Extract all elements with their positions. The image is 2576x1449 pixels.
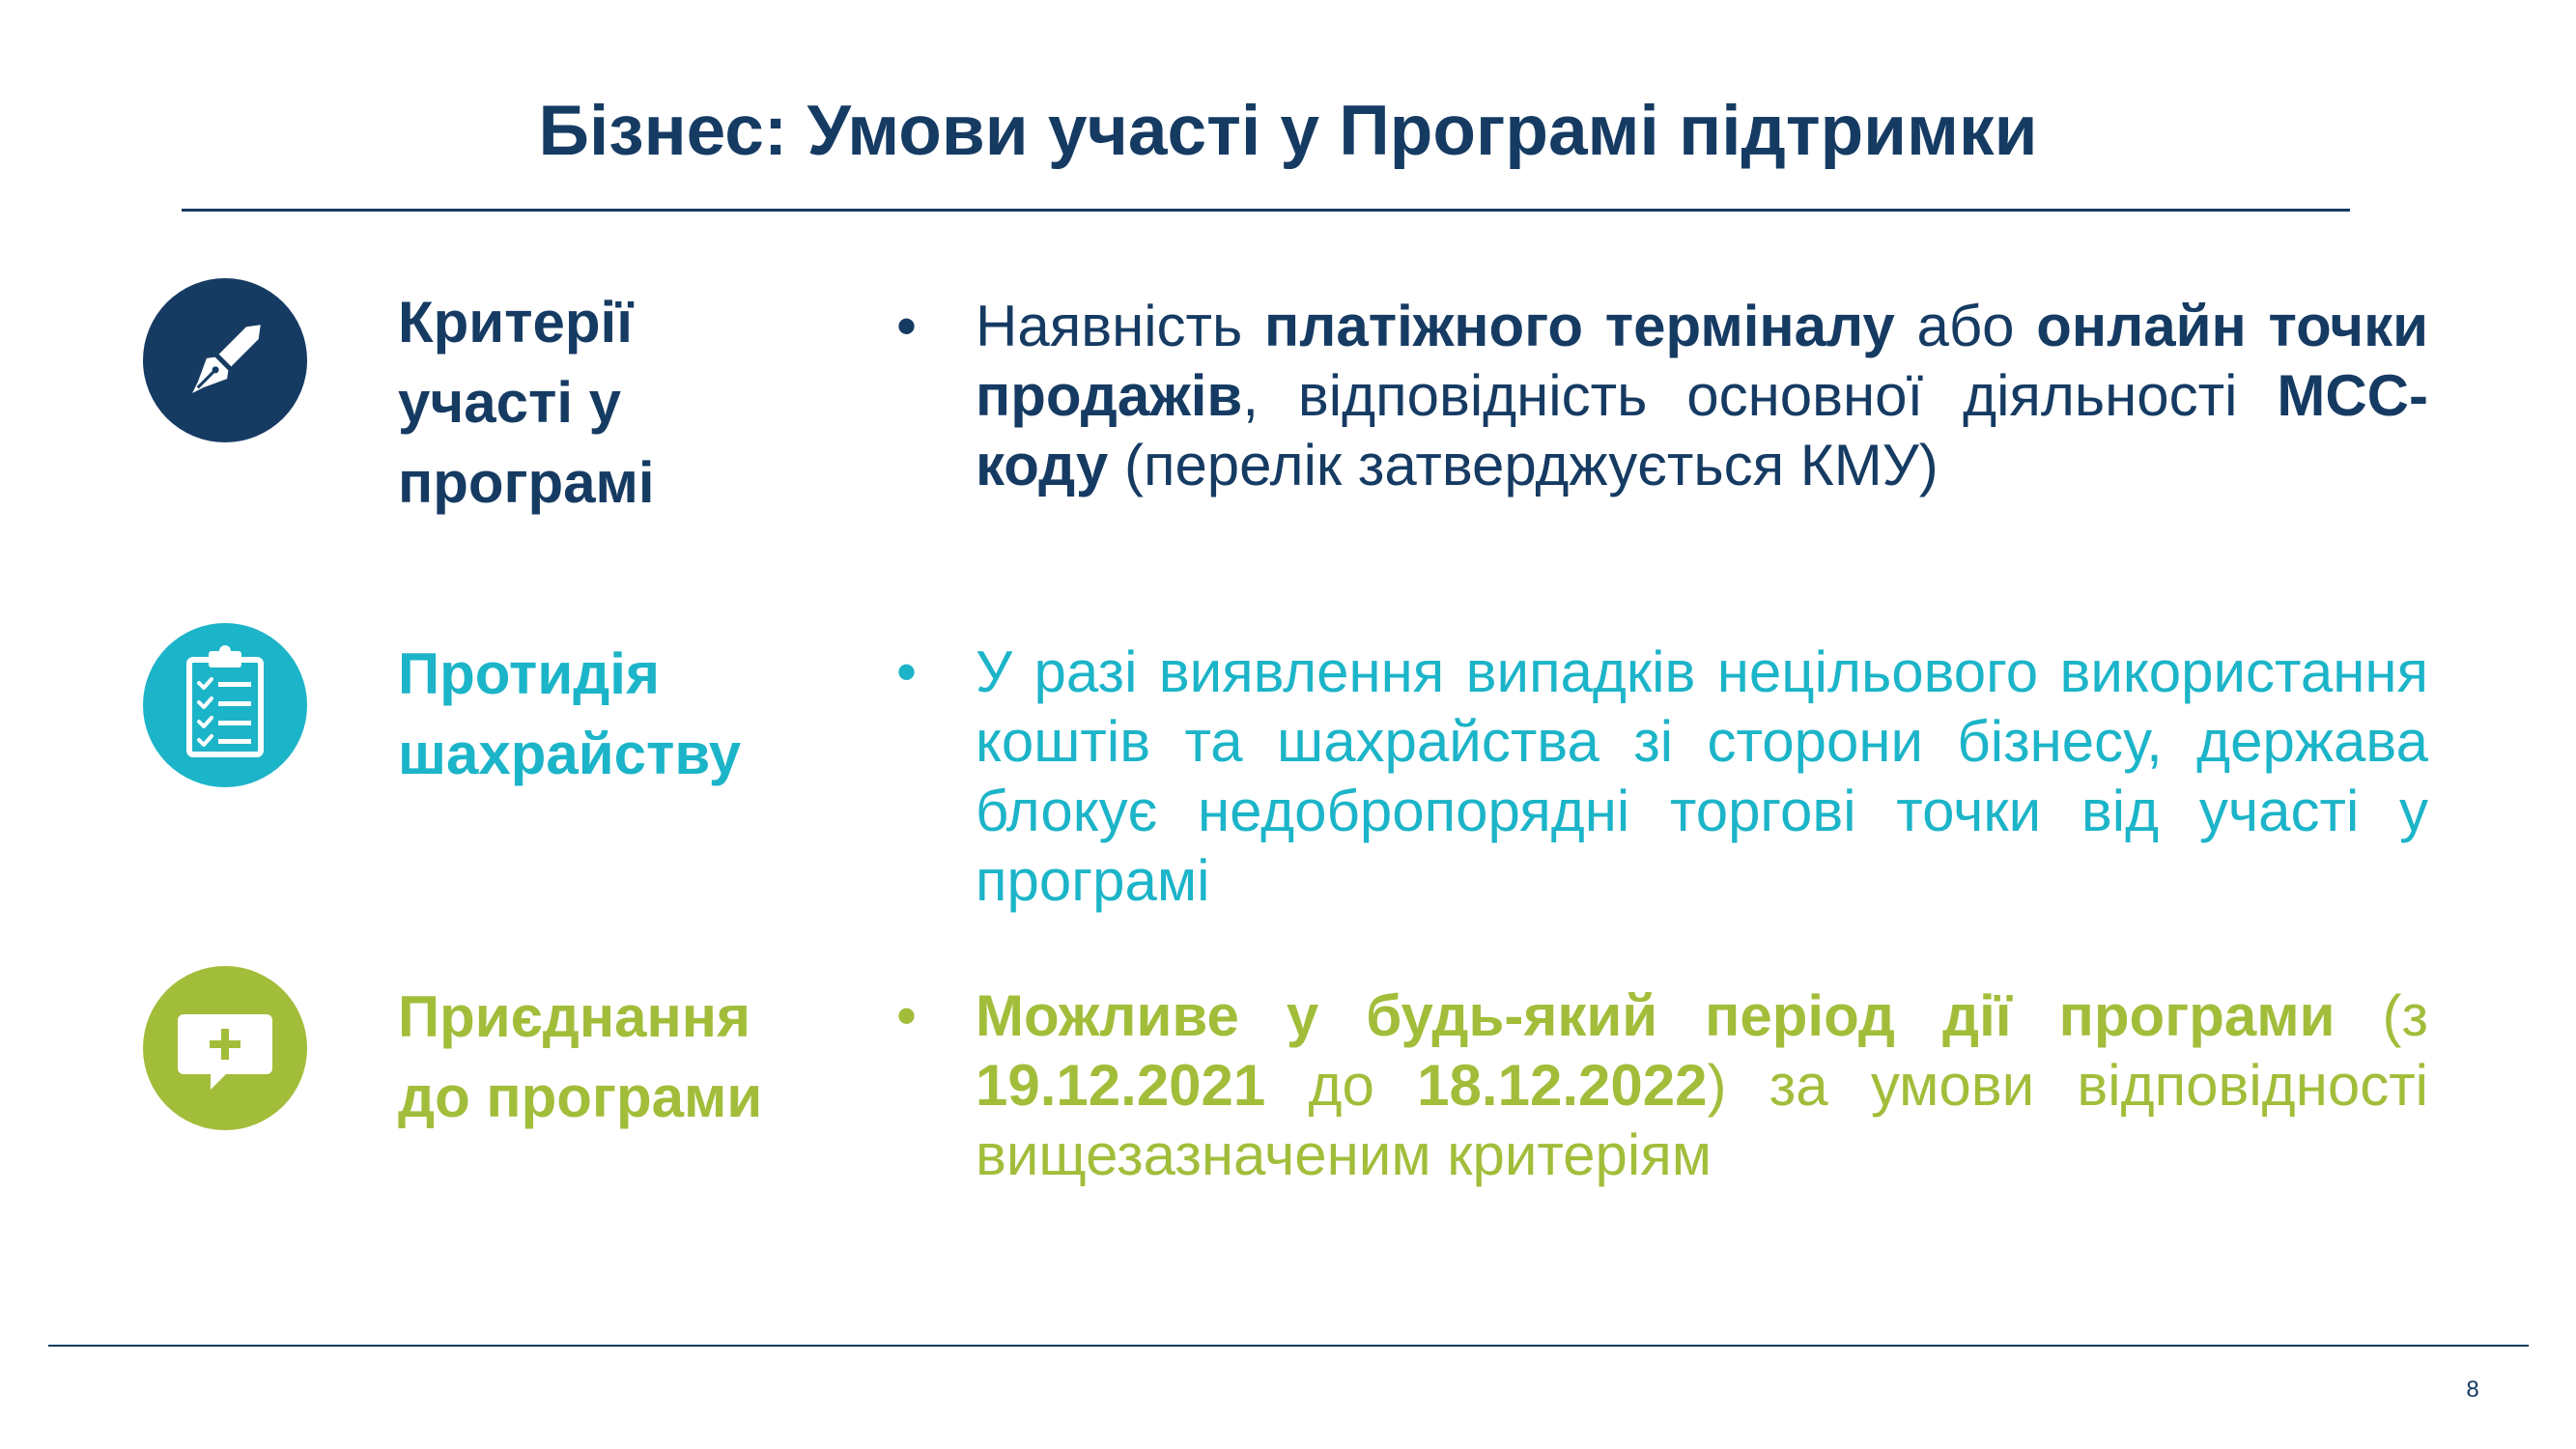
page-number: 8	[2466, 1377, 2479, 1403]
text-bold: онлайн точки продажів	[976, 294, 2428, 428]
fraud-text	[976, 638, 2428, 916]
fountain-pen-icon	[143, 278, 307, 442]
joining-label-line: до програми	[398, 1065, 763, 1129]
speech-bubble-plus-icon	[143, 966, 307, 1130]
bullet-marker: •	[896, 294, 918, 358]
text-bold: платіжного терміналу	[1263, 294, 1895, 358]
text-plain: (з	[2335, 983, 2428, 1048]
criteria-label-line: участі у	[398, 370, 622, 435]
joining-label-line: Приєднання	[398, 984, 750, 1049]
clipboard-checklist-icon	[143, 623, 307, 787]
footer-divider	[48, 1345, 2529, 1347]
criteria-label	[398, 282, 852, 523]
slide-title: Бізнес: Умови участі у Програмі підтримки	[538, 92, 2038, 170]
text-plain: (перелік затверджується КМУ)	[1108, 433, 1939, 497]
text-plain: , відповідність основної діяльності	[1242, 363, 2278, 428]
fraud-label-line: шахрайству	[398, 722, 742, 786]
bullet-marker: •	[896, 983, 918, 1048]
text-bold: 18.12.2022	[1417, 1053, 1708, 1118]
criteria-label-line: Критерії	[398, 290, 634, 355]
text-bold: MCC-коду	[976, 363, 2428, 497]
text-plain: ) за умови відповідності вищезазначеним критеріям	[976, 1053, 2429, 1187]
title-divider	[182, 209, 2350, 212]
fraud-label	[398, 634, 852, 794]
fraud-label-line: Протидія	[398, 641, 660, 706]
criteria-text	[976, 292, 2428, 500]
joining-text	[976, 981, 2428, 1190]
bullet-marker: •	[896, 639, 918, 704]
text-plain: Наявність	[976, 294, 1264, 358]
criteria-label-line: програмі	[398, 450, 655, 515]
text-plain: до	[1265, 1053, 1418, 1118]
text-plain: або	[1894, 294, 2037, 358]
text-bold: Можливе у будь-який період дії програми	[976, 983, 2335, 1048]
text-plain: У разі виявлення випадків нецільового використання коштів та шахрайства зі сторони бізнесу, держава блокує недобропорядні торгові точки від участі у програмі	[976, 639, 2428, 913]
joining-label	[398, 977, 852, 1137]
text-bold: 19.12.2021	[976, 1053, 1266, 1118]
